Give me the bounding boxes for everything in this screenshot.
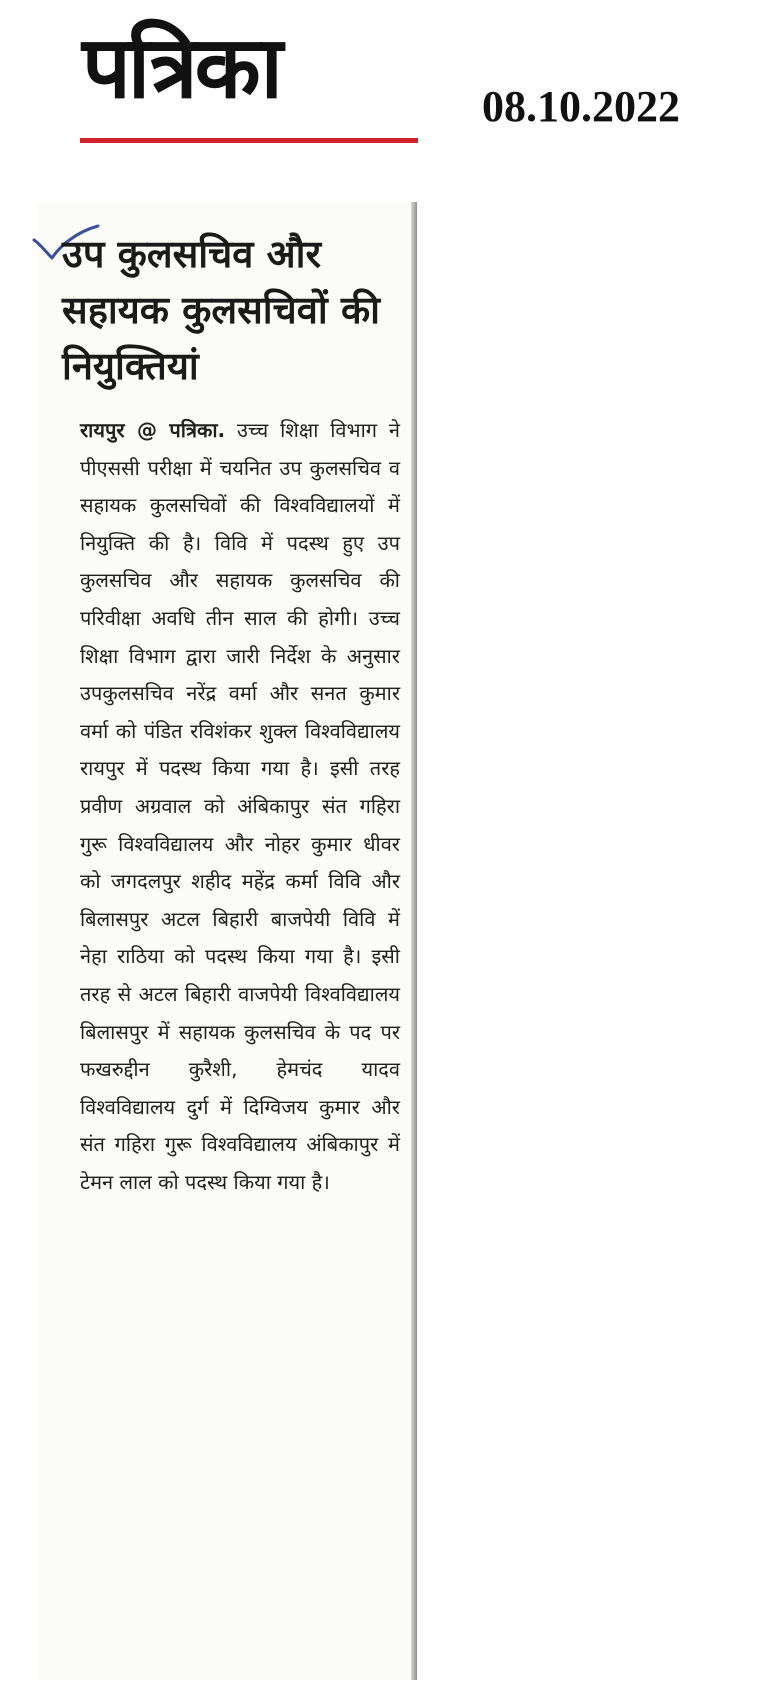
article-headline: उप कुलसचिव और सहायक कुलसचिवों की नियुक्तियां — [62, 232, 380, 388]
masthead-red-rule — [80, 138, 418, 143]
article-text: उच्च शिक्षा विभाग ने पीएससी परीक्षा में चयनित उप कुलसचिव व सहायक कुलसचिवों की विश्वविद्यालयों में नियुक्ति की है। विवि में पदस्थ हुए उप कुलसचिव और सहायक कुलसचिव की परिवीक्षा अवधि तीन साल की होगी। उच्च शिक्षा विभाग द्वारा जारी निर्देश के अनुसार उपकुलसचिव नरेंद्र वर्मा और सनत कुमार वर्मा को पंडित रविशंकर शुक्ल विश्वविद्यालय रायपुर में पदस्थ किया गया है। इसी तरह प्रवीण अग्रवाल को अंबिकापुर संत गहिरा गुरू विश्वविद्यालय और नोहर कुमार धीवर को जगदलपुर शहीद महेंद्र कर्मा विवि और बिलासपुर अटल बिहारी बाजपेयी विवि में नेहा राठिया को पदस्थ किया गया है। इसी तरह से अटल बिहारी वाजपेयी विश्वविद्यालय बिलासपुर में सहायक कुलसचिव के पद पर फखरुद्दीन कुरैशी, हेमचंद यादव विश्वविद्यालय दुर्ग में दिग्विजय कुमार और संत गहिरा गुरू विश्वविद्यालय अंबिकापुर में टेमन लाल को पदस्थ किया गया है। — [80, 418, 400, 1194]
article-dateline: रायपुर @ पत्रिका. — [80, 418, 226, 442]
publication-logo: पत्रिका — [82, 18, 280, 118]
clipping-torn-edge — [411, 202, 417, 1680]
masthead — [70, 0, 432, 150]
edition-date: 08.10.2022 — [482, 82, 680, 131]
article-body — [80, 412, 400, 1201]
